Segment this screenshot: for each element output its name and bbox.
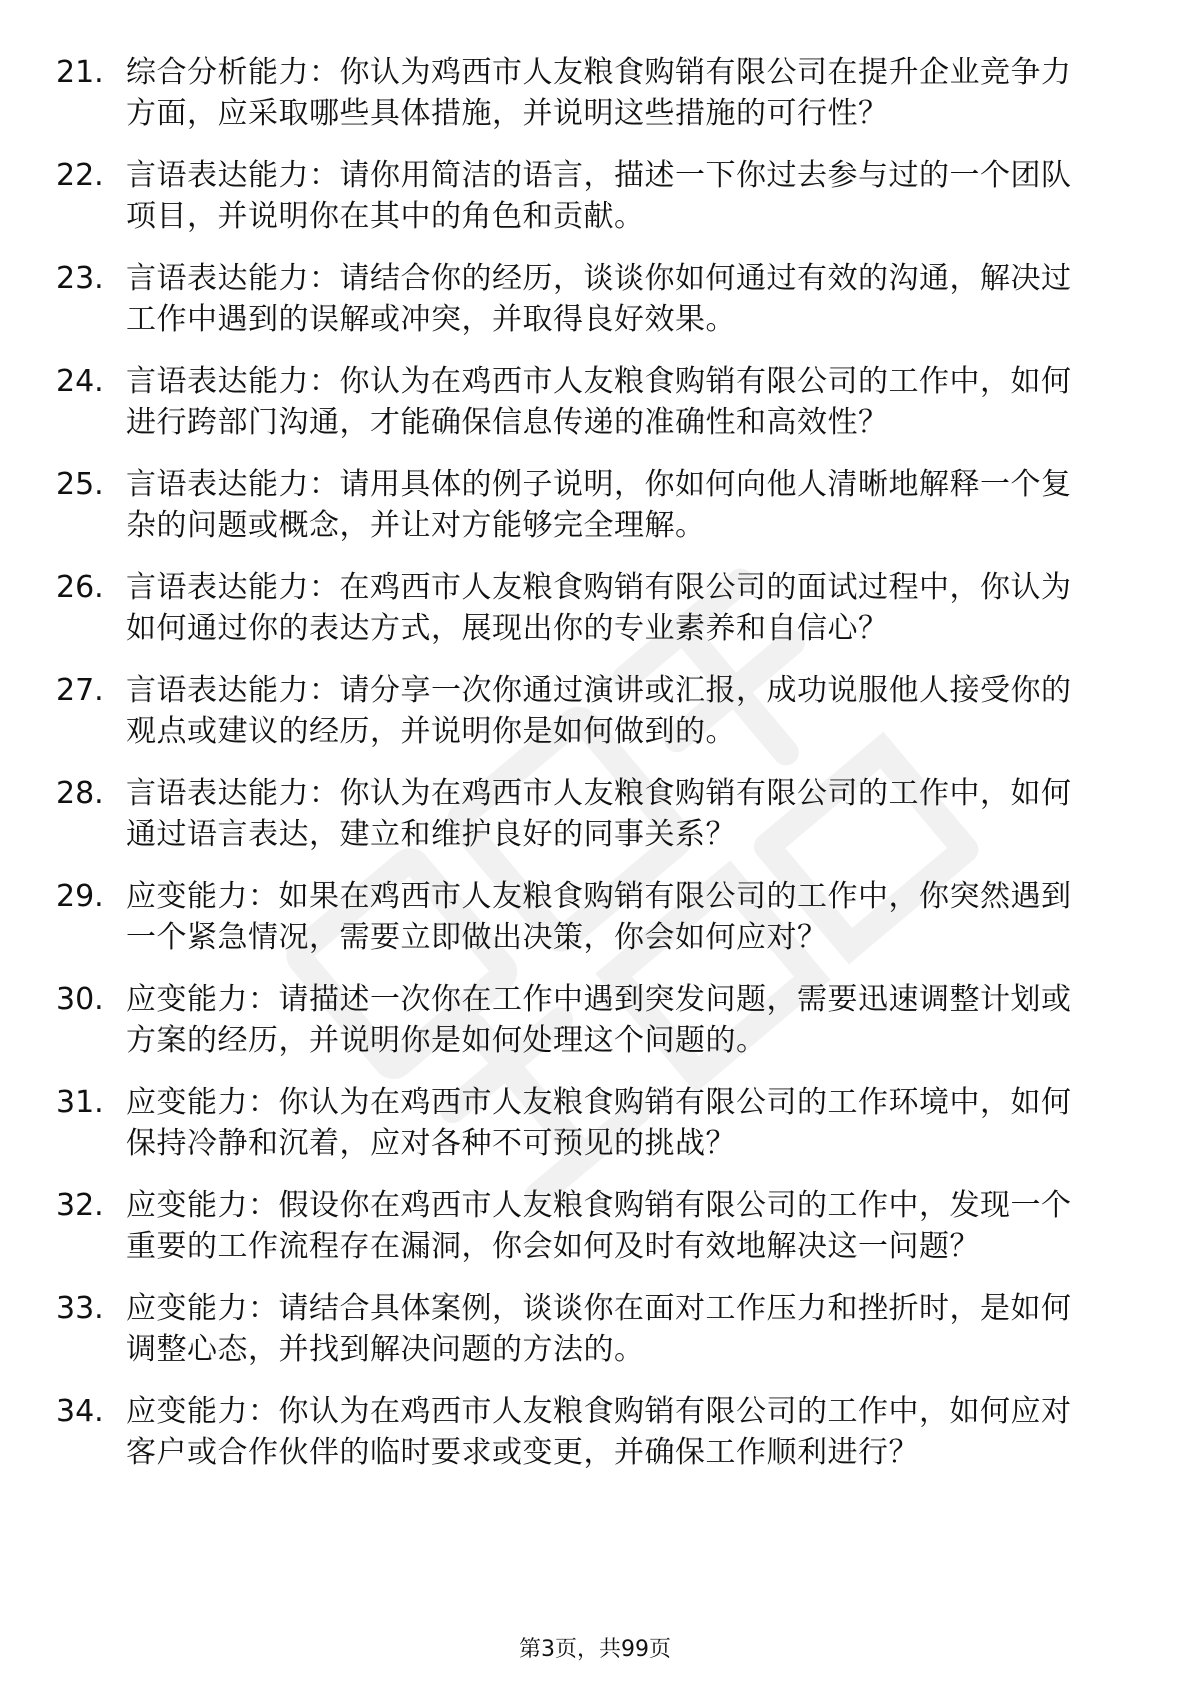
question-item bbox=[56, 979, 1116, 1061]
question-number: 26. bbox=[56, 570, 104, 605]
question-text: 言语表达能力：你认为在鸡西市人友粮食购销有限公司的工作中，如何通过语言表达，建立和维护良好的同事关系？ bbox=[126, 776, 1072, 852]
question-text: 应变能力：你认为在鸡西市人友粮食购销有限公司的工作环境中，如何保持冷静和沉着，应对各种不可预见的挑战？ bbox=[126, 1085, 1072, 1161]
question-item bbox=[56, 670, 1116, 752]
question-text: 言语表达能力：请你用简洁的语言，描述一下你过去参与过的一个团队项目，并说明你在其中的角色和贡献。 bbox=[126, 158, 1072, 234]
page-footer bbox=[0, 1637, 1190, 1663]
question-number: 25. bbox=[56, 467, 104, 502]
question-number: 29. bbox=[56, 879, 104, 914]
question-text: 言语表达能力：请分享一次你通过演讲或汇报，成功说服他人接受你的观点或建议的经历，并说明你是如何做到的。 bbox=[126, 673, 1072, 749]
question-item bbox=[56, 1391, 1116, 1473]
question-item bbox=[56, 361, 1116, 443]
question-text: 言语表达能力：在鸡西市人友粮食购销有限公司的面试过程中，你认为如何通过你的表达方式，展现出你的专业素养和自信心？ bbox=[126, 570, 1072, 646]
question-item bbox=[56, 1185, 1116, 1267]
question-number: 31. bbox=[56, 1085, 104, 1120]
question-item bbox=[56, 1288, 1116, 1370]
question-text: 应变能力：请描述一次你在工作中遇到突发问题，需要迅速调整计划或方案的经历，并说明你是如何处理这个问题的。 bbox=[126, 982, 1072, 1058]
question-number: 22. bbox=[56, 158, 104, 193]
question-text: 应变能力：假设你在鸡西市人友粮食购销有限公司的工作中，发现一个重要的工作流程存在漏洞，你会如何及时有效地解决这一问题？ bbox=[126, 1188, 1072, 1264]
question-item bbox=[56, 155, 1116, 237]
question-number: 23. bbox=[56, 261, 104, 296]
page-number-label: 第3页，共99页 bbox=[519, 1637, 671, 1662]
question-item bbox=[56, 1082, 1116, 1164]
question-text: 言语表达能力：你认为在鸡西市人友粮食购销有限公司的工作中，如何进行跨部门沟通，才能确保信息传递的准确性和高效性？ bbox=[126, 364, 1072, 440]
question-item bbox=[56, 773, 1116, 855]
question-text: 言语表达能力：请用具体的例子说明，你如何向他人清晰地解释一个复杂的问题或概念，并让对方能够完全理解。 bbox=[126, 467, 1072, 543]
question-number: 21. bbox=[56, 55, 104, 90]
question-number: 30. bbox=[56, 982, 104, 1017]
question-number: 24. bbox=[56, 364, 104, 399]
question-text: 言语表达能力：请结合你的经历，谈谈你如何通过有效的沟通，解决过工作中遇到的误解或冲突，并取得良好效果。 bbox=[126, 261, 1072, 337]
question-text: 应变能力：请结合具体案例，谈谈你在面对工作压力和挫折时，是如何调整心态，并找到解决问题的方法的。 bbox=[126, 1291, 1072, 1367]
question-number: 28. bbox=[56, 776, 104, 811]
question-text: 应变能力：你认为在鸡西市人友粮食购销有限公司的工作中，如何应对客户或合作伙伴的临时要求或变更，并确保工作顺利进行？ bbox=[126, 1394, 1072, 1470]
question-item bbox=[56, 464, 1116, 546]
question-item bbox=[56, 876, 1116, 958]
question-item bbox=[56, 52, 1116, 134]
question-number: 33. bbox=[56, 1291, 104, 1326]
question-number: 34. bbox=[56, 1394, 104, 1429]
question-item bbox=[56, 567, 1116, 649]
question-text: 应变能力：如果在鸡西市人友粮食购销有限公司的工作中，你突然遇到一个紧急情况，需要立即做出决策，你会如何应对？ bbox=[126, 879, 1072, 955]
question-list bbox=[56, 52, 1116, 1494]
question-number: 27. bbox=[56, 673, 104, 708]
question-number: 32. bbox=[56, 1188, 104, 1223]
question-item bbox=[56, 258, 1116, 340]
question-text: 综合分析能力：你认为鸡西市人友粮食购销有限公司在提升企业竞争力方面，应采取哪些具体措施，并说明这些措施的可行性？ bbox=[126, 55, 1072, 131]
